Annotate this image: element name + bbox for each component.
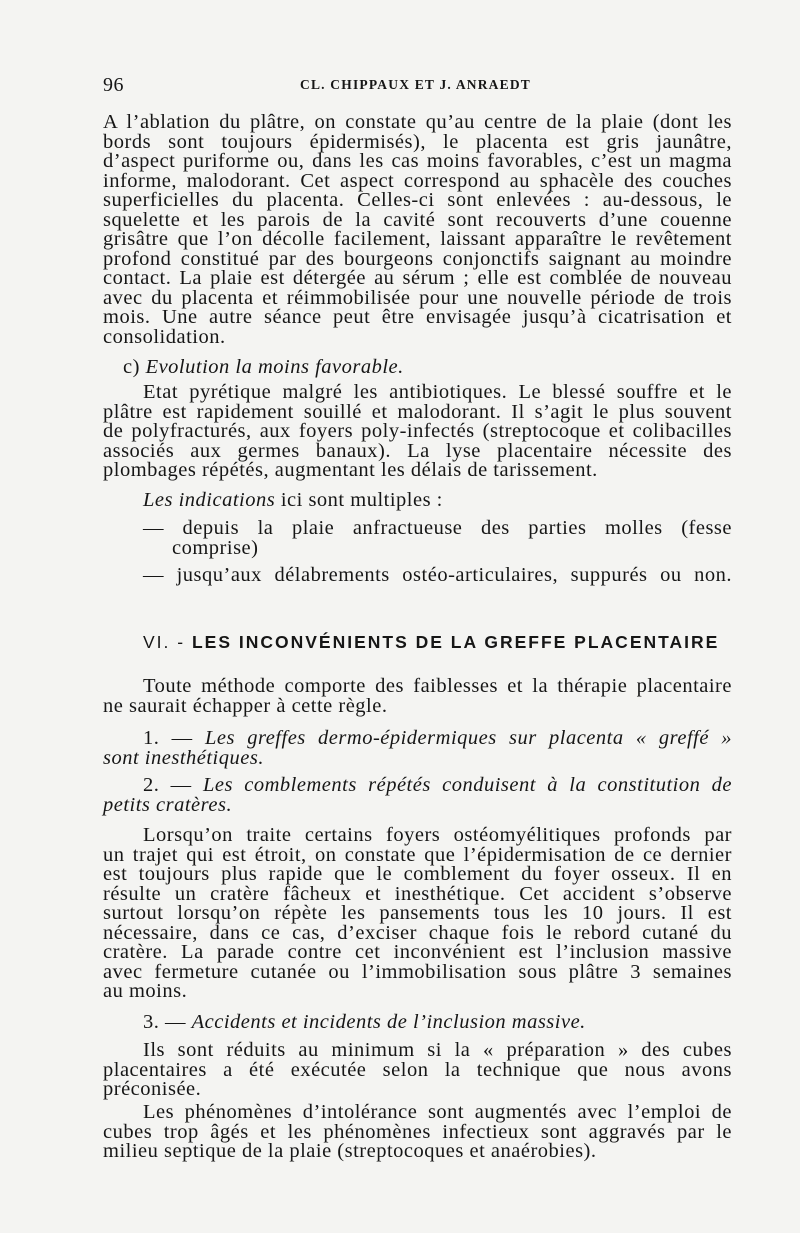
subsection-heading-line [103,358,732,378]
section-number: VI. - [143,632,186,652]
paragraph-lorsquon [103,826,732,1002]
page-number: 96 [103,74,124,96]
text-line: est toujours plus rapide que le comblement du foyer osseux. Il en [103,863,732,885]
text-line: bords sont toujours épidermisés), le placenta est gris jaunâtre, [103,130,732,153]
numbered-heading-2 [103,776,732,815]
text-line: préconisée. [103,1078,202,1100]
subsection-label: c) [123,356,140,378]
text-line: Etat pyrétique malgré les antibiotiques. Le blessé souffre et le [143,381,732,403]
text-line: plâtre est rapidement souillé et malodorant. Il s’agit le plus souvent [103,400,732,423]
text-line: A l’ablation du plâtre, on constate qu’au centre de la plaie (dont les [103,111,732,133]
text-line: placentaires a été exécutée selon la technique que nous avons [103,1058,732,1081]
paragraph-phenomenes [103,1103,732,1162]
list-item-text: jusqu’aux délabrements ostéo-articulaires, suppurés ou non. [176,564,732,586]
section-heading-vi [143,632,719,652]
text-line: plombages répétés, augmentant les délais de tarissement. [103,459,598,481]
indications-intro [103,491,732,511]
numbered-heading-3 [103,1013,732,1033]
text-line: associés aux germes banaux). La lyse placentaire nécessite des [103,439,732,462]
text-line: d’aspect puriforme ou, dans les cas moins favorables, c’est un magma [103,150,732,172]
list-dash-marker: — [143,517,164,539]
indications-intro-line [103,491,732,511]
list-dash-marker: — [143,564,164,586]
text-line: profond constitué par des bourgeons conjonctifs saignant au moindre [103,247,732,270]
text-line: milieu septique de la plaie (streptocoques et anaérobies). [103,1140,597,1162]
paragraph-ablation [103,113,732,347]
paragraph-etat [103,383,732,481]
text-line: surtout lorsqu’on répète les pansements tous les 10 jours. Il est [103,902,732,924]
text-line: cratère. La parade contre cet inconvénient est l’inclusion massive [103,941,732,963]
text-line: superficielles du placenta. Celles-ci sont enlevées : au-dessous, le [103,189,732,211]
indications-emphasis: Les indications [143,489,276,511]
numbered-heading-1 [103,729,732,768]
text-line: grisâtre que l’on décolle facilement, laissant apparaître le revêtement [103,228,732,250]
list-item-first-line [103,566,732,586]
text-line: au moins. [103,980,188,1002]
list-item [103,519,732,558]
text-line: de polyfracturés, aux foyers poly-infectés (streptocoque et colibacilles [103,420,732,442]
text-line: informe, malodorant. Cet aspect correspond au sphacèle des couches [103,169,732,192]
text-line: contact. La plaie est détergée au sérum ; elle est comblée de nouveau [103,267,732,289]
text-line: squelette et les parois de la cavité sont recouverts d’une couenne [103,208,732,231]
list-item-first-line [103,519,732,539]
list-item-text: depuis la plaie anfractueuse des parties molles (fesse [182,517,733,539]
numbered-heading-first-line [103,1013,732,1033]
text-line: avec fermeture cutanée ou l’immobilisation sous plâtre 3 semaines [103,960,732,983]
text-line: Lorsqu’on traite certains foyers ostéomyélitiques profonds par [143,824,732,846]
section-title: LES INCONVÉNIENTS DE LA GREFFE PLACENTAIRE [191,632,720,652]
text-line: résulte un cratère fâcheux et inesthétique. Cet accident s’observe [103,882,732,905]
text-line: Toute méthode comporte des faiblesses et la thérapie placentaire [143,675,732,697]
item-title: Les greffes dermo-épidermiques sur placenta « greffé » [204,727,733,749]
list-item-continuation: comprise) [172,536,259,559]
paragraph-toute-methode [103,677,732,716]
item-number: 2. — [143,774,192,796]
item-title-continuation: petits cratères. [103,793,233,816]
text-line: Les phénomènes d’intolérance sont augmentés avec l’emploi de [143,1101,732,1123]
indications-text: ici sont multiples : [280,489,443,511]
running-title: CL. CHIPPAUX ET J. ANRAEDT [300,77,531,92]
text-line: Ils sont réduits au minimum si la « préparation » des cubes [143,1039,732,1061]
item-title: Accidents et incidents de l’inclusion massive. [191,1011,586,1033]
list-item [103,566,732,586]
text-line: un trajet qui est étroit, on constate que l’épidermisation de ce dernier [103,843,732,866]
text-line: nécessaire, dans ce cas, d’exciser chaque fois le rebord cutané du [103,921,732,944]
item-number: 1. — [143,727,193,749]
text-line: ne saurait échapper à cette règle. [103,694,388,717]
item-title: Les comblements répétés conduisent à la constitution de [203,774,733,796]
item-title-continuation: sont inesthétiques. [103,746,264,769]
subsection-heading-c [103,358,732,378]
item-number: 3. — [143,1011,186,1033]
text-line: mois. Une autre séance peut être envisagée jusqu’à cicatrisation et [103,306,732,328]
subsection-title: Evolution la moins favorable. [145,356,404,378]
numbered-heading-first-line [103,729,732,749]
text-line: avec du placenta et réimmobilisée pour une nouvelle période de trois [103,286,732,309]
text-line: cubes trop âgés et les phénomènes infectieux sont aggravés par le [103,1120,732,1143]
paragraph-ils-sont [103,1041,732,1100]
text-line: consolidation. [103,325,226,348]
numbered-heading-first-line [103,776,732,796]
